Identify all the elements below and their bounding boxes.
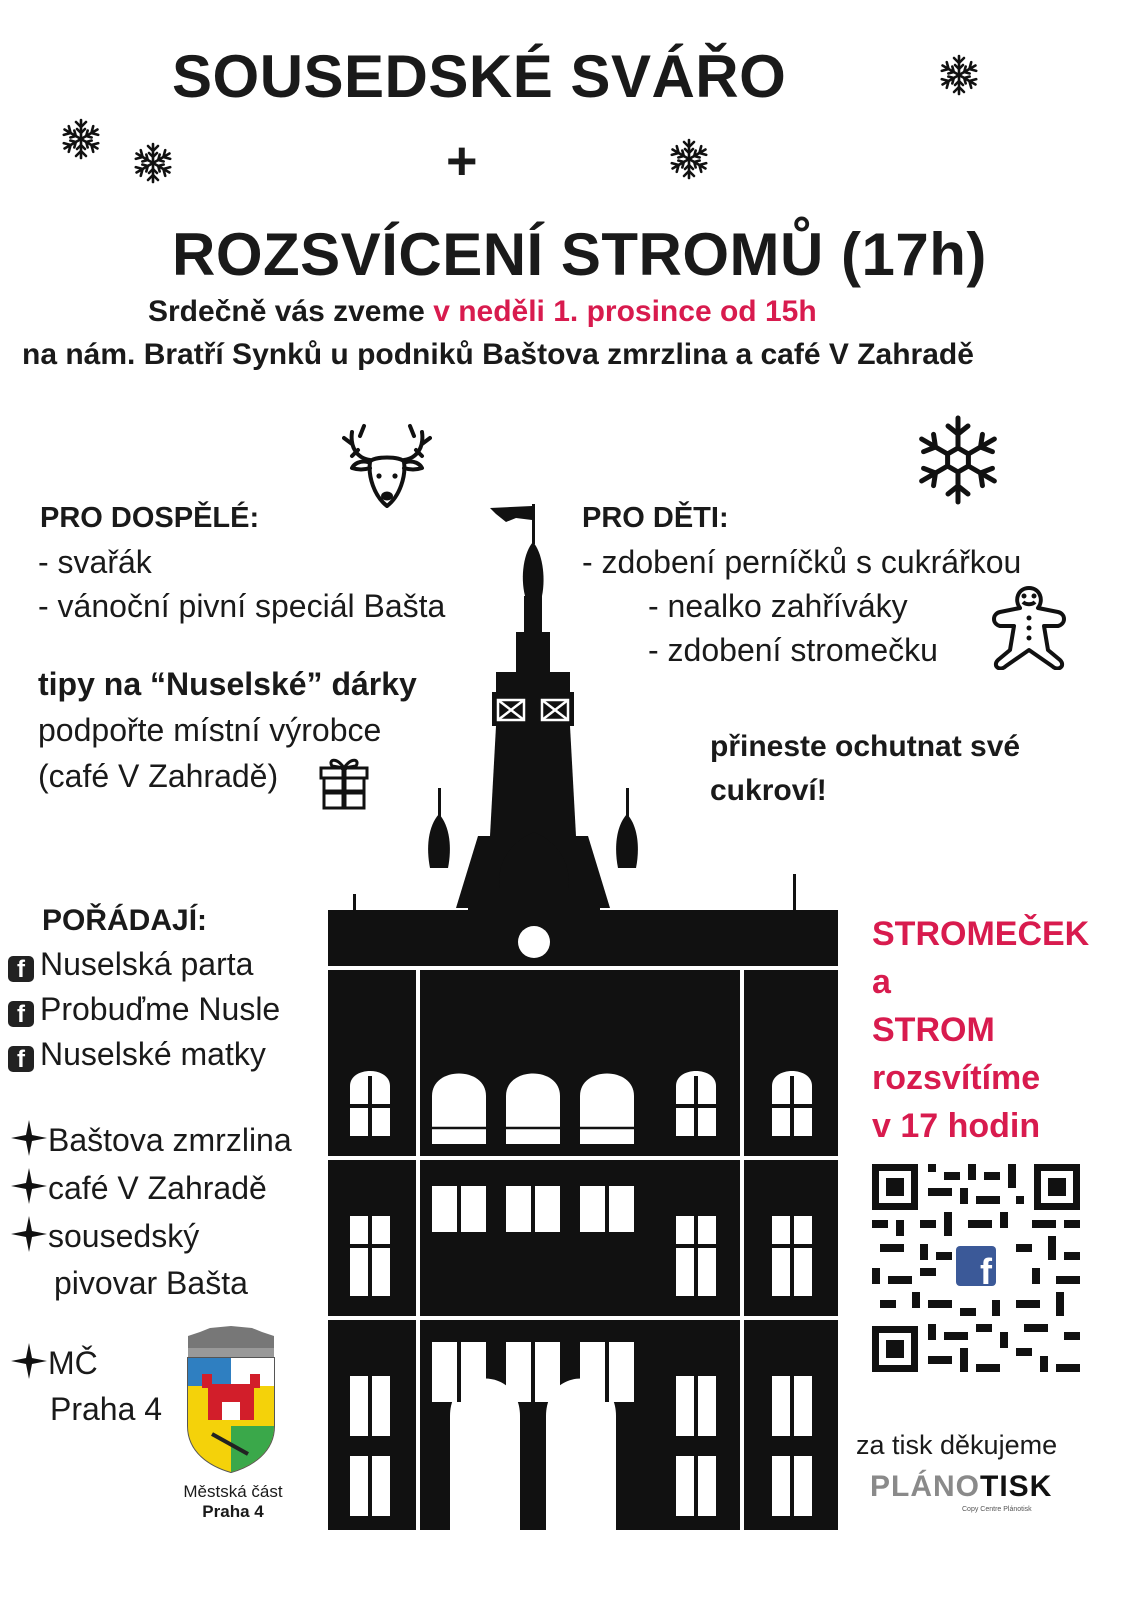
facebook-list bbox=[8, 942, 280, 1077]
title-line-1: SOUSEDSKÉ SVÁŘO bbox=[172, 43, 787, 110]
kids-item-0: - zdobení perníčků s cukrářkou bbox=[582, 544, 1022, 580]
venue-label: café V Zahradě bbox=[48, 1170, 267, 1206]
facebook-item-label: Probuďme Nusle bbox=[40, 991, 281, 1027]
facebook-item[interactable] bbox=[8, 987, 280, 1032]
sparkle-icon bbox=[10, 1119, 48, 1157]
tree-notice-line: rozsvítíme bbox=[872, 1059, 1041, 1097]
snowflake-icon bbox=[130, 140, 176, 186]
sparkle-icon bbox=[10, 1215, 48, 1253]
facebook-icon: f bbox=[8, 956, 34, 982]
tree-notice bbox=[872, 910, 1089, 1150]
tips-line-1: podpořte místní výrobce bbox=[38, 712, 382, 748]
adults-heading: PRO DOSPĚLÉ: bbox=[40, 502, 260, 534]
bring-line-2: cukroví! bbox=[710, 774, 827, 807]
tree-notice-line: v 17 hodin bbox=[872, 1107, 1041, 1145]
snowflake-icon bbox=[58, 116, 104, 162]
printer-logo bbox=[870, 1470, 1052, 1504]
facebook-item-label: Nuselské matky bbox=[40, 1036, 266, 1072]
plus-sign: + bbox=[446, 131, 479, 191]
snowflake-icon bbox=[666, 136, 712, 182]
facebook-icon: f bbox=[8, 1001, 34, 1027]
facebook-glyph: f bbox=[980, 1251, 992, 1292]
sparkle-icon bbox=[10, 1342, 48, 1380]
tips-line-2: (café V Zahradě) bbox=[38, 758, 279, 794]
intro-text: Srdečně vás zveme bbox=[148, 295, 434, 328]
print-thanks: za tisk děkujeme bbox=[856, 1430, 1058, 1460]
town-hall-silhouette bbox=[320, 496, 850, 1536]
snowflake-icon bbox=[936, 52, 982, 98]
sparkle-icon bbox=[10, 1167, 48, 1205]
district-label: MČ bbox=[48, 1345, 98, 1381]
emblem-caption bbox=[178, 1482, 288, 1522]
printer-logo-part-2: TISK bbox=[980, 1470, 1053, 1503]
venue-item bbox=[10, 1164, 292, 1212]
emblem-line-2: Praha 4 bbox=[202, 1502, 264, 1521]
tree-notice-line: a bbox=[872, 963, 891, 1001]
kids-item-2: - zdobení stromečku bbox=[648, 632, 938, 668]
printer-logo-part-1: PLÁNO bbox=[870, 1470, 980, 1503]
district-line bbox=[10, 1340, 162, 1386]
kids-heading: PRO DĚTI: bbox=[582, 502, 729, 534]
facebook-item[interactable] bbox=[8, 942, 280, 987]
tree-notice-line: STROMEČEK bbox=[872, 915, 1090, 953]
tree-notice-line: STROM bbox=[872, 1011, 995, 1049]
facebook-item-label: Nuselská parta bbox=[40, 946, 254, 982]
district-block bbox=[10, 1340, 162, 1432]
intro-date: v neděli 1. prosince od 15h bbox=[433, 295, 817, 328]
venue-label-continued: pivovar Bašta bbox=[54, 1265, 248, 1301]
facebook-item[interactable] bbox=[8, 1032, 280, 1077]
venue-item bbox=[10, 1116, 292, 1164]
facebook-icon: f bbox=[8, 1046, 34, 1072]
organizers-heading: POŘÁDAJÍ: bbox=[42, 904, 208, 937]
bring-line-1: přineste ochutnat své bbox=[710, 730, 1021, 763]
venue-item bbox=[10, 1212, 292, 1260]
qr-code[interactable] bbox=[872, 1164, 1080, 1372]
intro-line-2: na nám. Bratří Synků u podniků Baštova zmrzlina a café V Zahradě bbox=[22, 338, 974, 371]
adults-item-0: - svařák bbox=[38, 544, 152, 580]
gingerbread-icon bbox=[990, 584, 1068, 670]
coat-of-arms bbox=[182, 1326, 280, 1476]
title-line-2: ROZSVÍCENÍ STROMŮ (17h) bbox=[172, 221, 987, 288]
venue-label: sousedský bbox=[48, 1218, 200, 1254]
emblem-line-1: Městská část bbox=[183, 1482, 283, 1501]
venue-label: Baštova zmrzlina bbox=[48, 1122, 292, 1158]
kids-item-1: - nealko zahříváky bbox=[648, 588, 908, 624]
venue-list bbox=[10, 1116, 292, 1306]
intro-line-1 bbox=[148, 295, 817, 329]
district-label: Praha 4 bbox=[50, 1391, 163, 1427]
snowflake-icon bbox=[912, 414, 1004, 506]
printer-tagline: Copy Centre Plánotisk bbox=[962, 1506, 1032, 1513]
adults-item-1: - vánoční pivní speciál Bašta bbox=[38, 588, 446, 624]
tips-heading: tipy na “Nuselské” dárky bbox=[38, 666, 417, 702]
